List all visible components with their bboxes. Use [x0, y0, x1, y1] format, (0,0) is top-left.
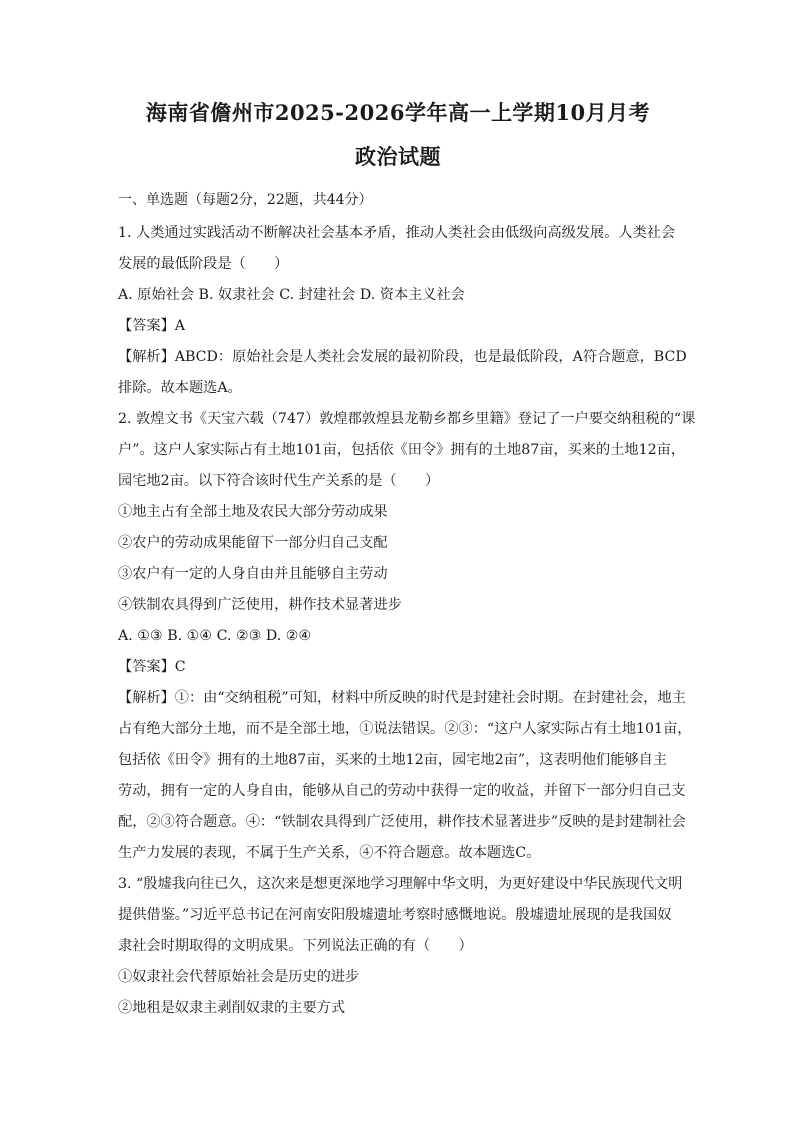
q3-item-1: ①奴隶社会代替原始社会是历史的进步 — [118, 969, 360, 985]
q2-analysis-line4: 劳动，拥有一定的人身自由，能够从自己的劳动中获得一定的收益，并留下一部分归自己支 — [118, 783, 686, 799]
exam-page — [118, 98, 696, 1024]
q2-item-4: ④铁制农具得到广泛使用，耕作技术显著进步 — [118, 597, 402, 613]
q2-stem-line1: 2. 敦煌文书《天宝六载（747）敦煌郡敦煌县龙勒乡都乡里籍》登记了一户要交纳租税的“课 — [118, 411, 696, 427]
exam-title: 海南省儋州市2025-2026学年高一上学期10月月考 — [145, 100, 651, 125]
q2-analysis-line2: 占有绝大部分土地，而不是全部土地，①说法错误。②③：“这户人家实际占有土地101亩， — [118, 721, 692, 737]
q2-analysis-line1: 【解析】①：由“交纳租税”可知，材料中所反映的时代是封建社会时期。在封建社会，地主 — [118, 690, 686, 706]
q2-item-1: ①地主占有全部土地及农民大部分劳动成果 — [118, 504, 388, 520]
q1-answer: 【答案】A — [118, 318, 185, 334]
q1-options: A. 原始社会 B. 奴隶社会 C. 封建社会 D. 资本主义社会 — [118, 287, 465, 303]
q2-stem-line2: 户”。这户人家实际占有土地101亩，包括依《田令》拥有的土地87亩，买来的土地12亩， — [118, 442, 686, 458]
q2-analysis-line6: 生产力发展的表现，不属于生产关系，④不符合题意。故本题选C。 — [118, 845, 541, 861]
q3-item-2: ②地租是奴隶主剥削奴隶的主要方式 — [118, 1000, 346, 1016]
q2-item-2: ②农户的劳动成果能留下一部分归自己支配 — [118, 535, 388, 551]
q2-analysis-line5: 配，②③符合题意。④：“铁制农具得到广泛使用，耕作技术显著进步”反映的是封建制社会 — [118, 814, 686, 830]
q2-item-3: ③农户有一定的人身自由并且能够自主劳动 — [118, 566, 388, 582]
q2-analysis-line3: 包括依《田令》拥有的土地87亩，买来的土地12亩，园宅地2亩”，这表明他们能够自主 — [118, 752, 667, 768]
exam-subtitle: 政治试题 — [355, 144, 441, 169]
section-heading: 一、单选题（每题2分，22题，共44分） — [118, 192, 373, 208]
q3-stem-line1: 3. “殷墟我向往已久，这次来是想更深地学习理解中华文明，为更好建设中华民族现代文明 — [118, 876, 683, 892]
q3-stem-line2: 提供借鉴。”习近平总书记在河南安阳殷墟遗址考察时感慨地说。殷墟遗址展现的是我国奴 — [118, 907, 672, 923]
q2-answer: 【答案】C — [118, 659, 186, 675]
q2-options: A. ①③ B. ①④ C. ②③ D. ②④ — [118, 628, 312, 644]
q1-analysis-line1: 【解析】ABCD：原始社会是人类社会发展的最初阶段，也是最低阶段，A符合题意，BCD — [118, 349, 687, 365]
q1-stem-line1: 1. 人类通过实践活动不断解决社会基本矛盾，推动人类社会由低级向高级发展。人类社会 — [118, 225, 676, 241]
q1-stem-line2: 发展的最低阶段是（ ） — [118, 256, 289, 272]
q1-analysis-line2: 排除。故本题选A。 — [118, 380, 242, 396]
q3-stem-line3: 隶社会时期取得的文明成果。下列说法正确的有（ ） — [118, 938, 473, 954]
question-body — [118, 218, 696, 1024]
q2-stem-line3: 园宅地2亩。以下符合该时代生产关系的是（ ） — [118, 473, 440, 489]
